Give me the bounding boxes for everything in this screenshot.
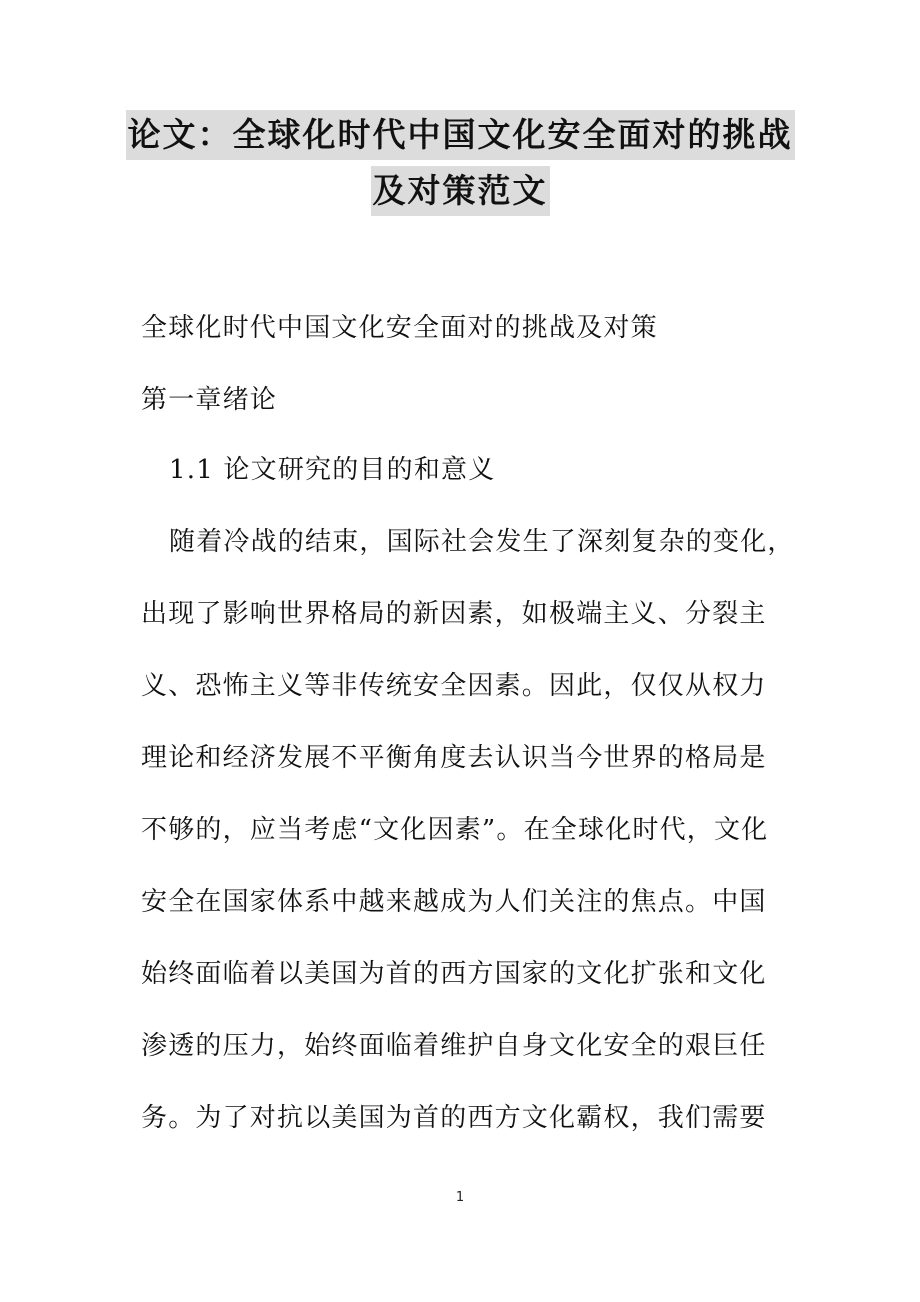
- chapter-heading: 第一章绪论: [141, 385, 278, 415]
- title-row-2: [0, 166, 920, 222]
- title-row-1: [0, 110, 920, 166]
- paragraph-line: 出现了影响世界格局的新因素，如极端主义、分裂主: [141, 599, 767, 629]
- paragraph-line: 始终面临着以美国为首的西方国家的文化扩张和文化: [141, 959, 767, 989]
- title-line-1: 论文：全球化时代中国文化安全面对的挑战: [126, 110, 795, 160]
- paragraph-line: 义、恐怖主义等非传统安全因素。因此，仅仅从权力: [141, 671, 767, 701]
- paragraph-line: 渗透的压力，始终面临着维护自身文化安全的艰巨任: [141, 1031, 767, 1061]
- title-line-2: 及对策范文: [371, 166, 550, 216]
- paragraph-line: 安全在国家体系中越来越成为人们关注的焦点。中国: [141, 887, 767, 917]
- subtitle: 全球化时代中国文化安全面对的挑战及对策: [141, 313, 658, 343]
- paragraph-line: 理论和经济发展不平衡角度去认识当今世界的格局是: [141, 743, 767, 773]
- document-body: [141, 310, 795, 1172]
- page-number: 1: [455, 1190, 465, 1205]
- body-paragraph: [141, 524, 795, 1136]
- paragraph-line: 不够的，应当考虑“文化因素”。在全球化时代，文化: [141, 815, 769, 845]
- paragraph-line: 随着冷战的结束，国际社会发生了深刻复杂的变化，: [169, 527, 795, 557]
- section-heading: 1.1 论文研究的目的和意义: [169, 455, 496, 485]
- document-title: [0, 110, 920, 222]
- paragraph-line: 务。为了对抗以美国为首的西方文化霸权，我们需要: [141, 1103, 767, 1133]
